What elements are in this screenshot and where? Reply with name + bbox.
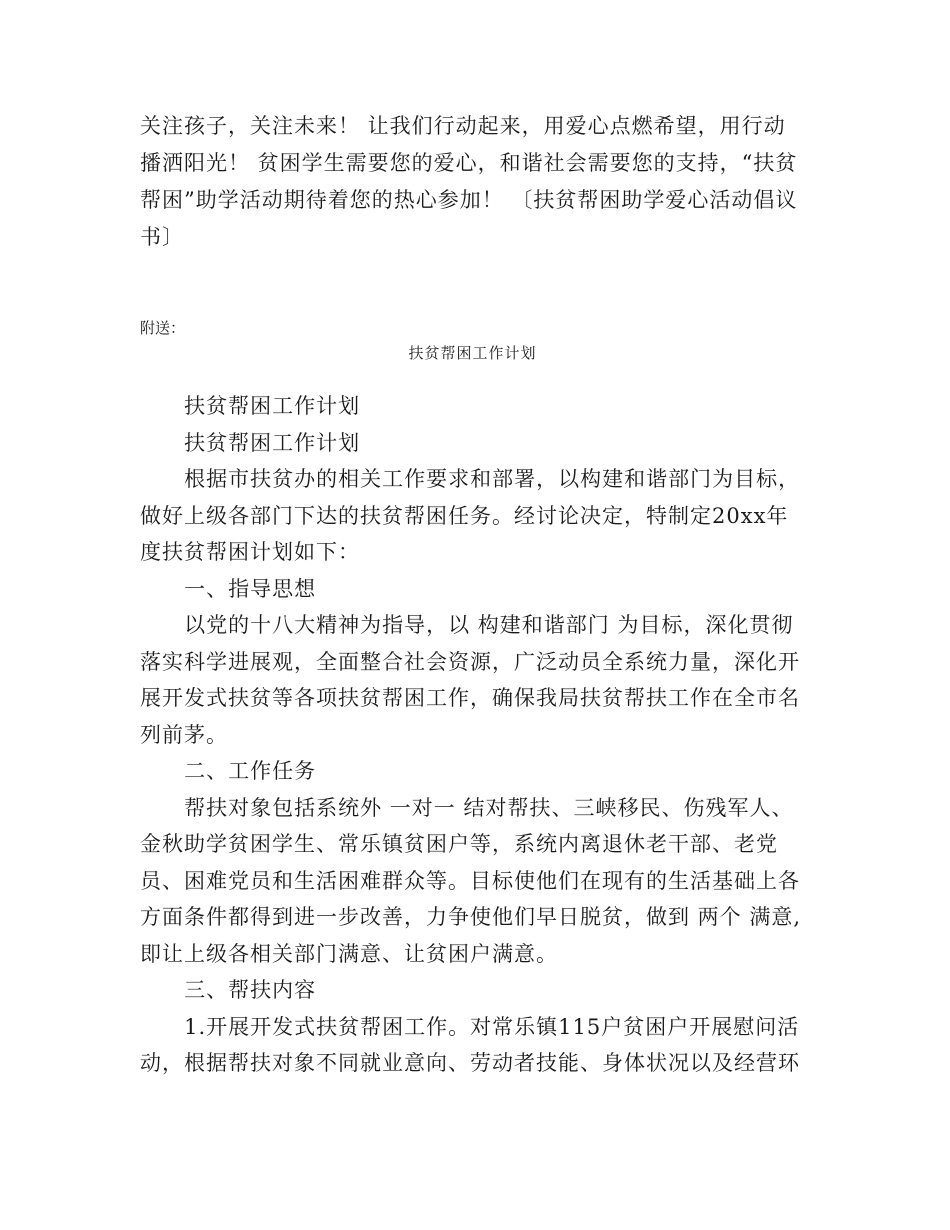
body-paragraph: 以党的十八大精神为指导，以 构建和谐部门 为目标，深化贯彻落实科学进展观，全面整合社会资源，广泛动员全系统力量，深化开展开发式扶贫等各项扶贫帮困工作，确保我局扶贫帮扶工作在全市名列前茅。 (140, 613, 800, 747)
section-heading: 一、指导思想 (184, 576, 317, 601)
body-paragraph: 帮扶对象包括系统外 一对一 结对帮扶、三峡移民、伤残军人、金秋助学贫困学生、常乐镇贫困户等，系统内离退休老干部、老党员、困难党员和生活困难群众等。目标使他们在现有的生活基础上各方面条件都得到进一步改善，力争使他们早日脱贫，做到 两个 满意,即让上级各相关部门满意、让贫困户满意。 (140, 795, 802, 966)
subtitle-line: 扶贫帮困工作计划 (184, 430, 361, 455)
attachment-label: 附送： (140, 319, 186, 337)
body-paragraph: 根据市扶贫办的相关工作要求和部署，以构建和谐部门为目标，做好上级各部门下达的扶贫帮困任务。经讨论决定，特制定20xx年度扶贫帮困计划如下： (140, 467, 801, 564)
document-title: 扶贫帮困工作计划 (408, 344, 537, 362)
intro-paragraph: 关注孩子，关注未来！ 让我们行动起来，用爱心点燃希望，用行动播洒阳光！ 贫困学生需要您的爱心，和谐社会需要您的支持，“扶贫帮困”助学活动期待着您的热心参加！ 〔扶贫帮困助学爱心活动倡议书〕 (140, 114, 798, 249)
section-heading: 三、帮扶内容 (184, 978, 317, 1002)
document-body (140, 388, 805, 1082)
body-paragraph: 1.开展开发式扶贫帮困工作。对常乐镇115户贫困户开展慰问活动，根据帮扶对象不同就业意向、劳动者技能、身体状况以及经营环 (140, 1014, 800, 1075)
section-heading: 二、工作任务 (184, 759, 317, 783)
subtitle-line: 扶贫帮困工作计划 (184, 394, 361, 418)
